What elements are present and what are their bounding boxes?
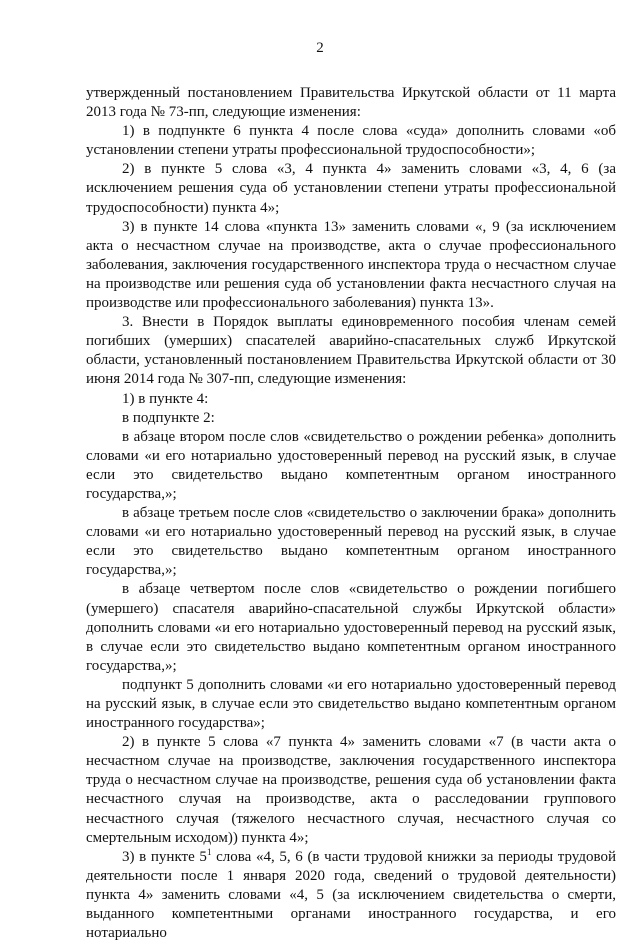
paragraph-suffix: слова «4, 5, 6 (в части трудовой книжки за периоды трудовой деятельности после 1 января 2020 года, сведений о трудовой деятельности) пункта 4» заменить словами «4, 5 (за исключением свидетельства о смерти, выданного компетентными органами иностранного государства, и его нотариально: [86, 848, 616, 942]
page-number: 2: [316, 40, 324, 56]
paragraph-prefix: 3) в пункте 5: [122, 848, 207, 865]
paragraph-abzac-2: в абзаце втором после слов «свидетельство о рождении ребенка» дополнить словами «и его нотариально удостоверенный перевод на русский язык, в случае если это свидетельство выдано компетентным органом иностранного государства,»;: [86, 428, 616, 502]
document-body: [86, 84, 616, 943]
paragraph-item-1: 1) в подпункте 6 пункта 4 после слова «суда» дополнить словами «об установлении степени утраты профессиональной трудоспособности»;: [86, 123, 616, 159]
paragraph-subitem-1: 1) в пункте 4:: [122, 390, 209, 407]
paragraph-continuation: утвержденный постановлением Правительства Иркутской области от 11 марта 2013 года № 73-пп, следующие изменения:: [86, 85, 616, 121]
paragraph-item-2: 2) в пункте 5 слова «3, 4 пункта 4» заменить словами «3, 4, 6 (за исключением решения суда об установлении степени утраты профессиональной трудоспособности) пункта 4»;: [86, 161, 616, 216]
paragraph-item-3: 3) в пункте 14 слова «пункта 13» заменить словами «, 9 (за исключением акта о несчастном случае на производстве, акта о случае профессионального заболевания, заключения государственного инспектора труда о несчастном случае на производстве или решения суда об установлении факта несчастного случая на производстве или профессионального заболевания) пункта 13».: [86, 218, 616, 312]
paragraph-item-3-section-3: [86, 848, 616, 943]
paragraph-subclause-5: подпункт 5 дополнить словами «и его нотариально удостоверенный перевод на русский язык, в случае если это свидетельство выдано компетентным органом иностранного государства»;: [86, 676, 616, 732]
paragraph-item-2-section-3: 2) в пункте 5 слова «7 пункта 4» заменить словами «7 (в части акта о несчастном случае на производстве, заключения государственного инспектора труда о несчастном случае на производстве, решения суда об установлении факта несчастного случая на производстве, акта о расследовании группового несчастного случая (тяжелого несчастного случая, несчастного случая со смертельным исходом)) пункта 4»;: [86, 734, 616, 846]
paragraph-abzac-3: в абзаце третьем после слов «свидетельство о заключении брака» дополнить словами «и его нотариально удостоверенный перевод на русский язык, в случае если это свидетельство выдано компетентным органом иностранного государства,»;: [86, 505, 616, 579]
paragraph-abzac-4: в абзаце четвертом после слов «свидетельство о рождении погибшего (умершего) спасателя аварийно-спасательной службы Иркутской области» дополнить словами «и его нотариально удостоверенный перевод на русский язык, в случае если это свидетельство выдано компетентным органом иностранного государства,»;: [86, 581, 616, 674]
paragraph-section-3: 3. Внести в Порядок выплаты единовременного пособия членам семей погибших (умерших) спасателей аварийно-спасательных служб Иркутской области, установленный постановлением Правительства Иркутской области от 30 июня 2014 года № 307-пп, следующие изменения:: [86, 314, 616, 388]
paragraph-subclause-2: в подпункте 2:: [122, 409, 215, 426]
superscript: 1: [206, 846, 212, 857]
